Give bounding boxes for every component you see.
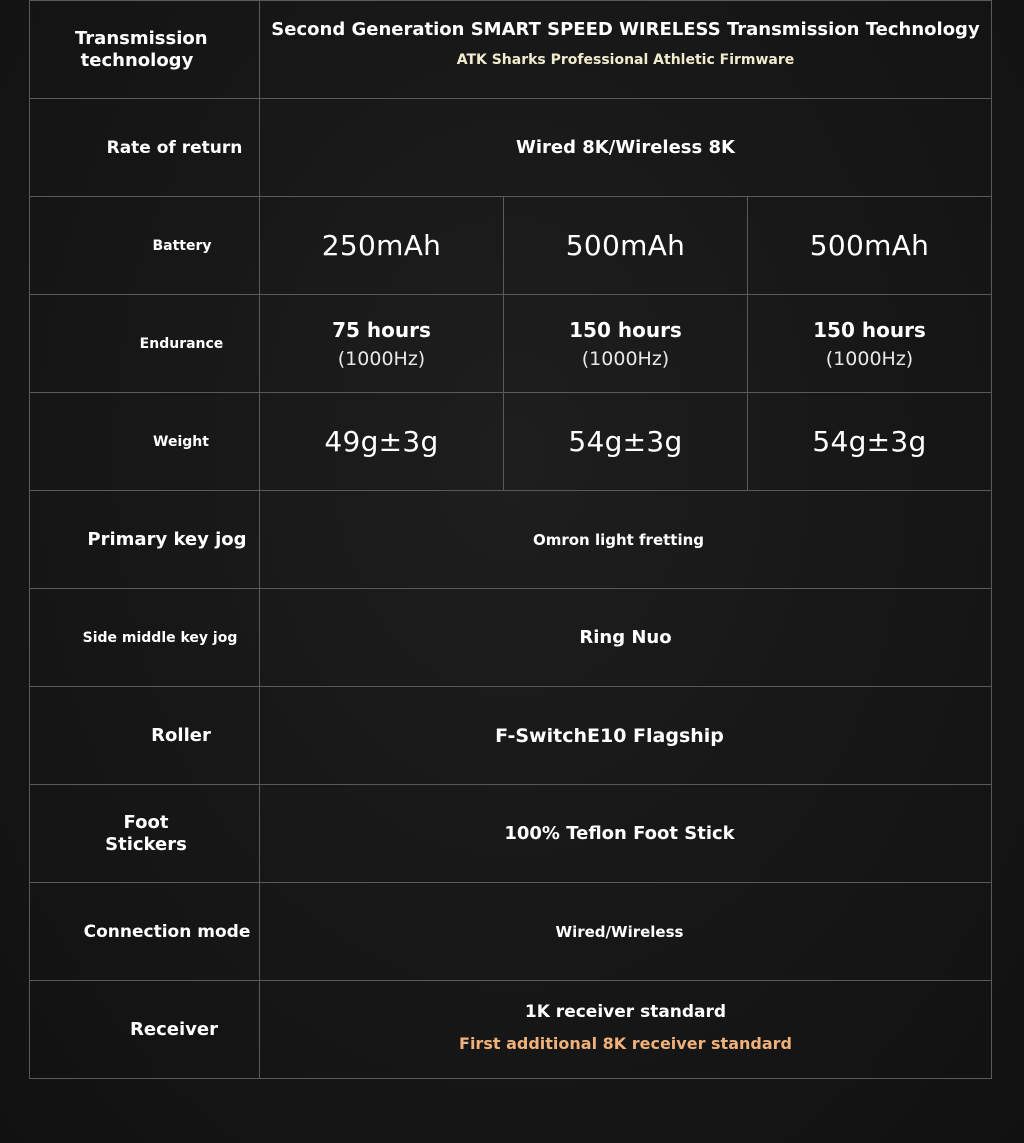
label-receiver: Receiver [30,981,260,1079]
endurance-freq-1: (1000Hz) [337,347,426,370]
battery-value-1: 250mAh [260,197,504,295]
battery-value-2: 500mAh [504,197,748,295]
value-rate: Wired 8K/Wireless 8K [260,99,992,197]
endurance-cell-2 [504,295,748,393]
endurance-cell-3 [748,295,992,393]
label-connection: Connection mode [30,883,260,981]
battery-value-3: 500mAh [748,197,992,295]
value-side-key: Ring Nuo [260,589,992,687]
transmission-sub: ATK Sharks Professional Athletic Firmware [456,52,795,68]
label-primary-key: Primary key jog [30,491,260,589]
row-transmission [30,1,992,99]
label-weight: Weight [30,393,260,491]
weight-value-3: 54g±3g [748,393,992,491]
row-roller [30,687,992,785]
weight-value-2: 54g±3g [504,393,748,491]
row-battery [30,197,992,295]
spec-table [29,0,992,1079]
endurance-freq-3: (1000Hz) [825,347,914,370]
value-receiver [260,981,992,1079]
endurance-hours-1: 75 hours [332,317,431,342]
endurance-hours-2: 150 hours [569,317,682,342]
label-transmission: Transmission technology [30,1,260,99]
row-connection [30,883,992,981]
label-foot: Foot Stickers [30,785,260,883]
row-endurance [30,295,992,393]
row-weight [30,393,992,491]
weight-value-1: 49g±3g [260,393,504,491]
value-transmission [260,1,992,99]
row-receiver [30,981,992,1079]
row-primary-key [30,491,992,589]
row-rate [30,99,992,197]
endurance-freq-2: (1000Hz) [581,347,670,370]
row-foot [30,785,992,883]
value-primary-key: Omron light fretting [260,491,992,589]
transmission-value: Second Generation SMART SPEED WIRELESS Transmission Technology [271,19,980,40]
value-foot: 100% Teflon Foot Stick [260,785,992,883]
label-battery: Battery [30,197,260,295]
receiver-value: 1K receiver standard [524,1002,727,1022]
value-connection: Wired/Wireless [260,883,992,981]
label-roller: Roller [30,687,260,785]
endurance-hours-3: 150 hours [813,317,926,342]
endurance-cell-1 [260,295,504,393]
receiver-sub: First additional 8K receiver standard [459,1034,792,1053]
label-rate: Rate of return [30,99,260,197]
label-endurance: Endurance [30,295,260,393]
value-roller: F-SwitchE10 Flagship [260,687,992,785]
label-side-key: Side middle key jog [30,589,260,687]
row-side-key [30,589,992,687]
